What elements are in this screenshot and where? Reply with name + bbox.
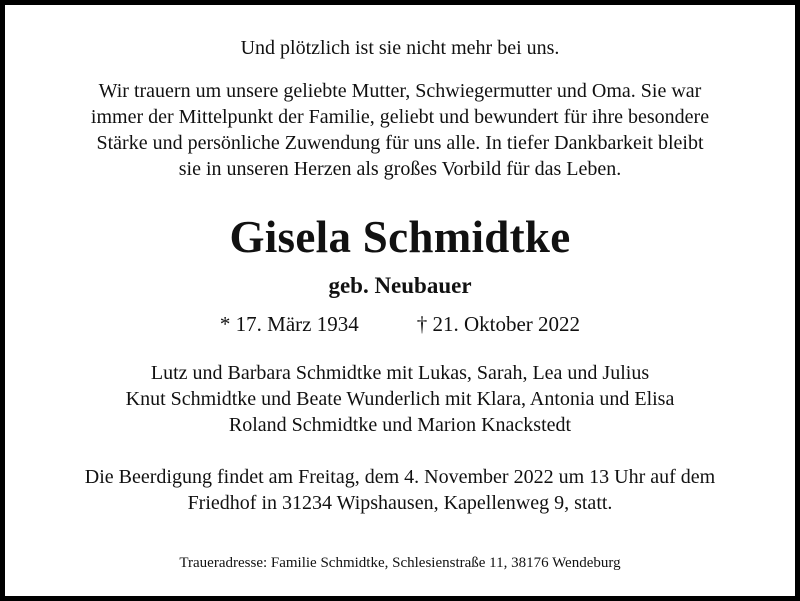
message-line: Wir trauern um unsere geliebte Mutter, Schwiegermutter und Oma. Sie war <box>98 80 702 102</box>
family-line: Knut Schmidtke und Beate Wunderlich mit Klara, Antonia und Elisa <box>125 388 675 410</box>
message-line: immer der Mittelpunkt der Familie, geliebt und bewundert für ihre besondere <box>90 106 710 128</box>
message-line: sie in unseren Herzen als großes Vorbild für das Leben. <box>178 158 622 180</box>
funeral-details <box>5 464 795 516</box>
family-line: Roland Schmidtke und Marion Knackstedt <box>228 414 572 436</box>
memorial-message <box>5 78 795 182</box>
life-dates <box>5 310 795 338</box>
funeral-line: Friedhof in 31234 Wipshausen, Kapellenweg 9, statt. <box>187 492 613 514</box>
death-date: † 21. Oktober 2022 <box>416 312 581 336</box>
family-line: Lutz und Barbara Schmidtke mit Lukas, Sarah, Lea und Julius <box>150 362 650 384</box>
mourning-address: Traueradresse: Familie Schmidtke, Schlesienstraße 11, 38176 Wendeburg <box>179 555 621 571</box>
funeral-line: Die Beerdigung findet am Freitag, dem 4. November 2022 um 13 Uhr auf dem <box>84 466 716 488</box>
birth-date: * 17. März 1934 <box>219 312 359 336</box>
message-line: Stärke und persönliche Zuwendung für uns alle. In tiefer Dankbarkeit bleibt <box>96 132 704 154</box>
birth-name: geb. Neubauer <box>328 273 472 298</box>
bereaved-family <box>5 360 795 438</box>
opening-line: Und plötzlich ist sie nicht mehr bei uns. <box>240 37 560 59</box>
deceased-name: Gisela Schmidtke <box>229 212 571 262</box>
